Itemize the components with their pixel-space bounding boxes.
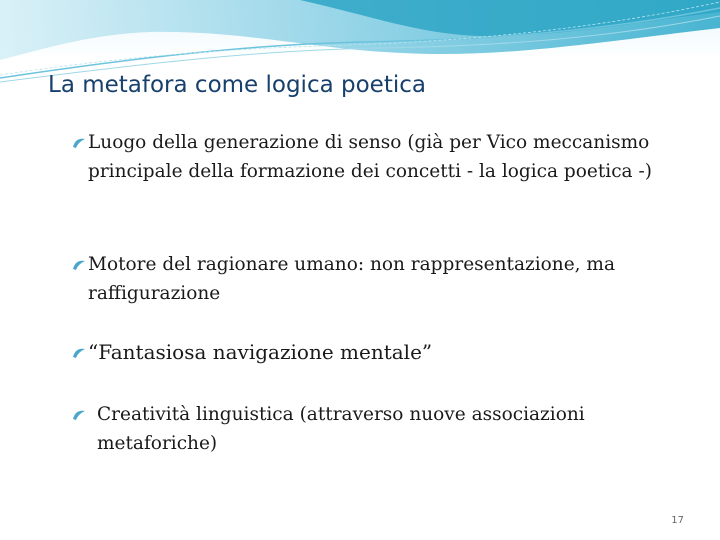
bullet-item [72, 338, 692, 367]
wave-bullet-icon [72, 409, 86, 421]
bullet-text: “Fantasiosa navigazione mentale” [88, 340, 433, 364]
bullet-item [72, 400, 692, 458]
bullet-list [72, 128, 692, 454]
wave-bullet-icon [72, 259, 86, 271]
page-number: 17 [671, 515, 684, 526]
bullet-text: Luogo della generazione di senso (già per Vico meccanismo principale della formazione dei concetti - la logica poetica -) [88, 132, 652, 182]
bullet-item [72, 250, 692, 308]
wave-bullet-icon [72, 347, 86, 359]
bullet-text: Motore del ragionare umano: non rappresentazione, ma raffigurazione [88, 254, 615, 304]
bullet-text: Creatività linguistica (attraverso nuove associazioni metaforiche) [97, 404, 585, 454]
bullet-item [72, 128, 692, 186]
slide-title: La metafora come logica poetica [48, 72, 426, 98]
wave-bullet-icon [72, 137, 86, 149]
